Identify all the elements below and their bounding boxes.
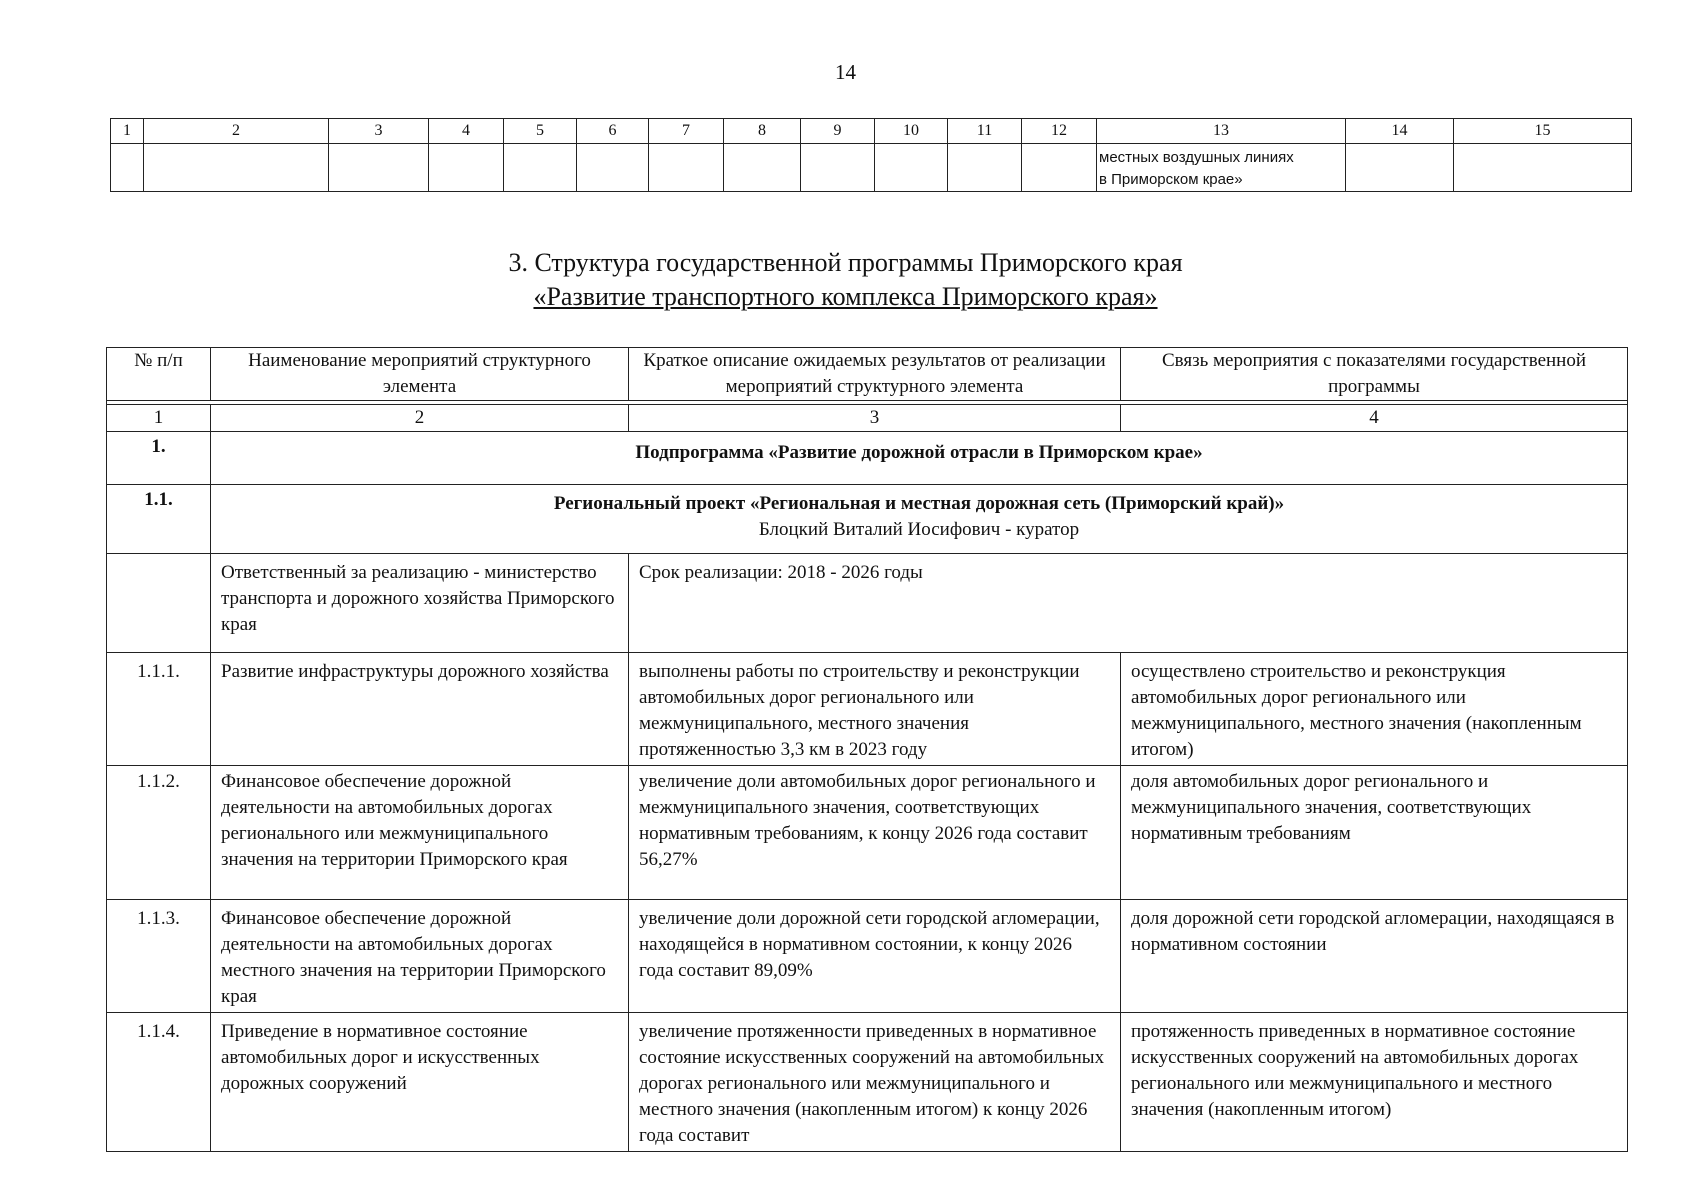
responsible-row [107,554,1628,653]
header-result: Краткое описание ожидаемых результатов от реализации мероприятий структурного элемента [629,348,1121,401]
row-result: увеличение доли дорожной сети городской агломерации, находящейся в нормативном состоянии, к концу 2026 года составит 89,09% [629,900,1121,1013]
column-number: 4 [1121,405,1628,432]
section-title: 3. Структура государственной программы Приморского края [508,248,1183,277]
row-name: Финансовое обеспечение дорожной деятельности на автомобильных дорогах регионального или межмуниципального значения на территории Приморского края [211,766,629,900]
column-number: 7 [649,119,724,144]
table-cell [875,144,948,192]
column-number: 2 [144,119,329,144]
row-name: Развитие инфраструктуры дорожного хозяйства [211,653,629,766]
continuation-text: местных воздушных линиях в Приморском крае» [1099,149,1294,188]
project-title: Региональный проект «Региональная и местная дорожная сеть (Приморский край)» [553,493,1285,514]
table-cell [144,144,329,192]
table-cell [1454,144,1632,192]
program-name-text: «Развитие транспортного комплекса Приморского края» [533,282,1158,311]
header-row [107,348,1628,401]
continuation-row [111,144,1632,192]
table-row [107,653,1628,766]
table-row [107,900,1628,1013]
row-num: 1.1.3. [107,900,211,1013]
subprogram-row [107,432,1628,485]
table-cell [111,144,144,192]
row-link: доля автомобильных дорог регионального и межмуниципального значения, соответствующих нормативным требованиям [1121,766,1628,900]
header-name: Наименование мероприятий структурного элемента [211,348,629,401]
table-cell [1022,144,1097,192]
project-cell [211,485,1628,554]
continuation-text-cell [1097,144,1346,192]
row-name: Финансовое обеспечение дорожной деятельности на автомобильных дорогах местного значения на территории Приморского края [211,900,629,1013]
section-heading [0,246,1691,314]
column-number: 11 [948,119,1022,144]
table-cell [724,144,801,192]
column-number: 4 [429,119,504,144]
column-number: 12 [1022,119,1097,144]
structure-table [106,347,1628,1152]
table-cell [429,144,504,192]
table-cell [504,144,577,192]
table-row [107,1013,1628,1152]
column-number: 13 [1097,119,1346,144]
row-num: 1.1.4. [107,1013,211,1152]
column-number-row [107,405,1628,432]
row-link: осуществлено строительство и реконструкция автомобильных дорог регионального или межмуниципального, местного значения (накопленным итогом) [1121,653,1628,766]
table-cell [329,144,429,192]
table-cell [577,144,649,192]
column-number: 2 [211,405,629,432]
column-number: 3 [629,405,1121,432]
subprogram-title: Подпрограмма «Развитие дорожной отрасли в Приморском крае» [211,432,1628,485]
table-cell [1346,144,1454,192]
column-number: 10 [875,119,948,144]
project-num: 1.1. [107,485,211,554]
table-cell [107,554,211,653]
header-num: № п/п [107,348,211,401]
row-result: выполнены работы по строительству и реконструкции автомобильных дорог регионального или межмуниципального, местного значения протяженностью 3,3 км в 2023 году [629,653,1121,766]
page-number: 14 [835,60,856,84]
column-number: 5 [504,119,577,144]
responsible-text: Ответственный за реализацию - министерство транспорта и дорожного хозяйства Приморского края [211,554,629,653]
row-link: протяженность приведенных в нормативное состояние искусственных сооружений на автомобильных дорогах регионального или межмуниципального и местного значения (накопленным итогом) [1121,1013,1628,1152]
row-name: Приведение в нормативное состояние автомобильных дорог и искусственных дорожных сооружений [211,1013,629,1152]
column-number: 14 [1346,119,1454,144]
table-row [107,766,1628,900]
column-number: 1 [107,405,211,432]
row-result: увеличение доли автомобильных дорог регионального и межмуниципального значения, соответствующих нормативным требованиям, к концу 2026 года составит 56,27% [629,766,1121,900]
row-num: 1.1.1. [107,653,211,766]
continuation-table [110,118,1632,192]
column-number: 1 [111,119,144,144]
project-row [107,485,1628,554]
table-cell [948,144,1022,192]
column-number: 8 [724,119,801,144]
row-num: 1.1.2. [107,766,211,900]
row-link: доля дорожной сети городской агломерации, находящаяся в нормативном состоянии [1121,900,1628,1013]
column-number-row [111,119,1632,144]
term-text: Срок реализации: 2018 - 2026 годы [629,554,1628,653]
header-link: Связь мероприятия с показателями государственной программы [1121,348,1628,401]
column-number: 6 [577,119,649,144]
program-name [0,280,1691,314]
project-curator: Блоцкий Виталий Иосифович - куратор [758,519,1080,540]
column-number: 9 [801,119,875,144]
subprogram-num: 1. [107,432,211,485]
column-number: 15 [1454,119,1632,144]
table-cell [649,144,724,192]
row-result: увеличение протяженности приведенных в нормативное состояние искусственных сооружений на автомобильных дорогах регионального или межмуниципального и местного значения (накопленным итогом) к концу 2026 года составит [629,1013,1121,1152]
column-number: 3 [329,119,429,144]
table-cell [801,144,875,192]
